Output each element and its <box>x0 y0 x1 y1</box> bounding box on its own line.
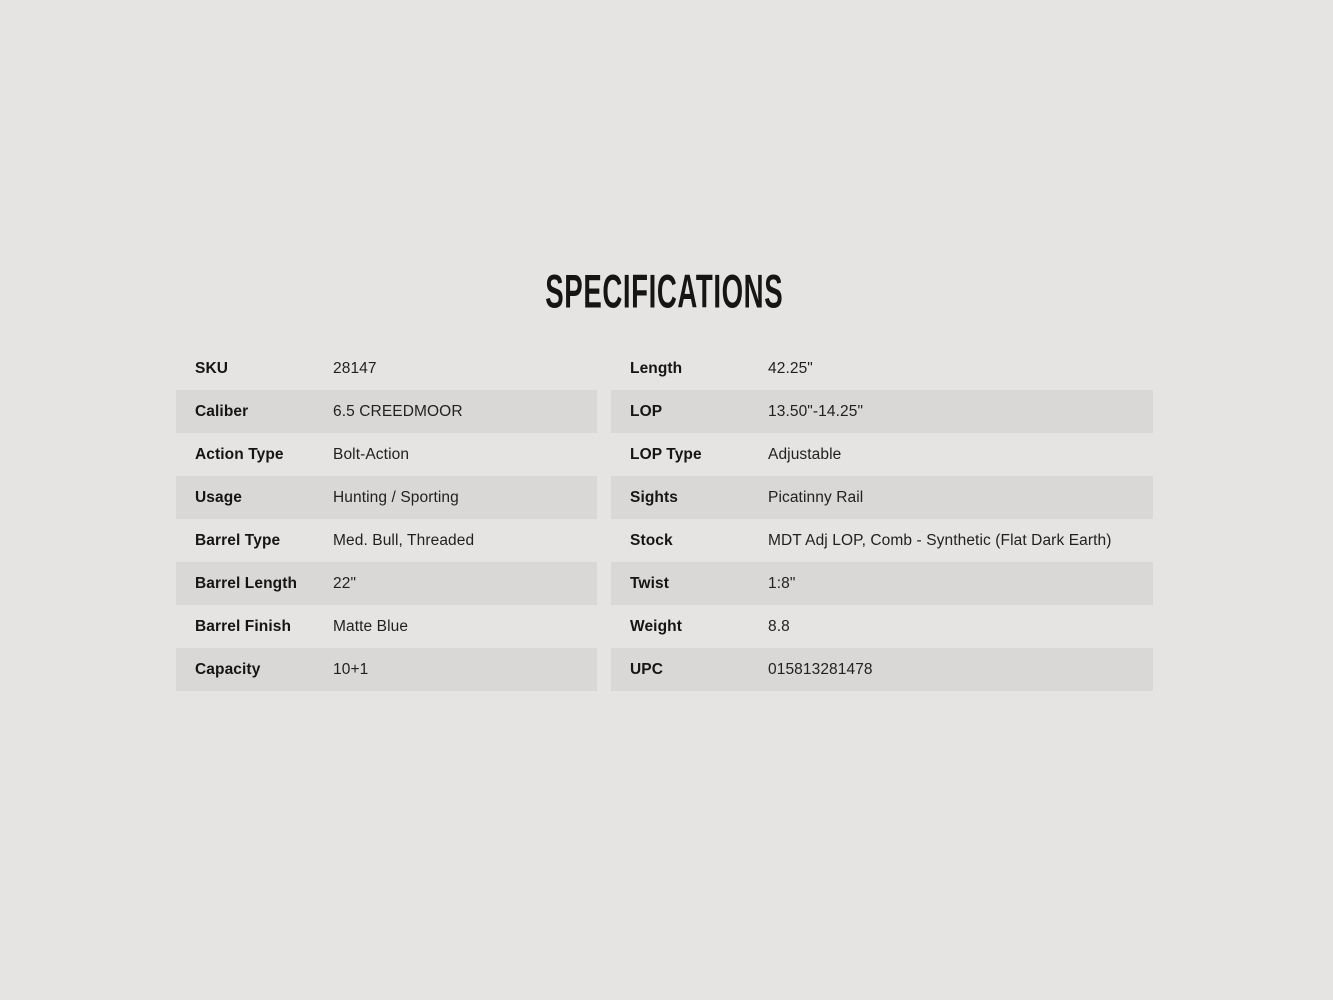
spec-row-barrel-finish <box>176 605 597 648</box>
spec-value: Hunting / Sporting <box>333 488 459 506</box>
spec-row-upc <box>611 648 1153 691</box>
spec-label: Caliber <box>195 402 249 420</box>
spec-row-sku <box>176 347 597 390</box>
spec-row-weight <box>611 605 1153 648</box>
spec-table-left <box>176 347 597 691</box>
spec-row-twist <box>611 562 1153 605</box>
page-title <box>176 264 1153 318</box>
spec-value: 42.25" <box>768 359 813 377</box>
spec-value: 10+1 <box>333 660 369 678</box>
spec-label: Sights <box>630 488 678 506</box>
spec-value: Adjustable <box>768 445 842 463</box>
spec-label: Action Type <box>195 445 284 463</box>
spec-tables <box>176 347 1153 691</box>
spec-table-right <box>611 347 1153 691</box>
spec-value: MDT Adj LOP, Comb - Synthetic (Flat Dark Earth) <box>768 531 1112 549</box>
spec-label: Usage <box>195 488 243 506</box>
spec-value: Picatinny Rail <box>768 488 864 506</box>
spec-label: LOP <box>630 402 663 420</box>
spec-row-barrel-type <box>176 519 597 562</box>
spec-label: Stock <box>630 531 673 549</box>
spec-value: 6.5 CREEDMOOR <box>333 402 463 420</box>
spec-row-caliber <box>176 390 597 433</box>
specifications-section <box>176 0 1153 691</box>
spec-value: 28147 <box>333 359 377 377</box>
spec-row-usage <box>176 476 597 519</box>
spec-label: Capacity <box>195 660 261 678</box>
spec-label: Barrel Type <box>195 531 281 549</box>
spec-row-length <box>611 347 1153 390</box>
spec-value: Med. Bull, Threaded <box>333 531 475 549</box>
spec-label: Barrel Finish <box>195 617 292 635</box>
page-title-text: SPECIFICATIONS <box>545 264 784 318</box>
spec-label: SKU <box>195 359 229 377</box>
spec-value: 1:8" <box>768 574 796 592</box>
spec-row-stock <box>611 519 1153 562</box>
spec-label: Twist <box>630 574 669 592</box>
title-row <box>176 0 1153 318</box>
spec-label: Length <box>630 359 683 377</box>
spec-row-sights <box>611 476 1153 519</box>
spec-value: 8.8 <box>768 617 790 635</box>
spec-row-action-type <box>176 433 597 476</box>
spec-label: LOP Type <box>630 445 702 463</box>
spec-value: 13.50"-14.25" <box>768 402 864 420</box>
spec-row-barrel-length <box>176 562 597 605</box>
spec-row-lop <box>611 390 1153 433</box>
spec-row-lop-type <box>611 433 1153 476</box>
spec-row-capacity <box>176 648 597 691</box>
spec-label: Barrel Length <box>195 574 298 592</box>
spec-label: Weight <box>630 617 682 635</box>
spec-value: Matte Blue <box>333 617 409 635</box>
spec-value: 015813281478 <box>768 660 873 678</box>
spec-value: Bolt-Action <box>333 445 410 463</box>
spec-value: 22" <box>333 574 357 592</box>
spec-label: UPC <box>630 660 664 678</box>
